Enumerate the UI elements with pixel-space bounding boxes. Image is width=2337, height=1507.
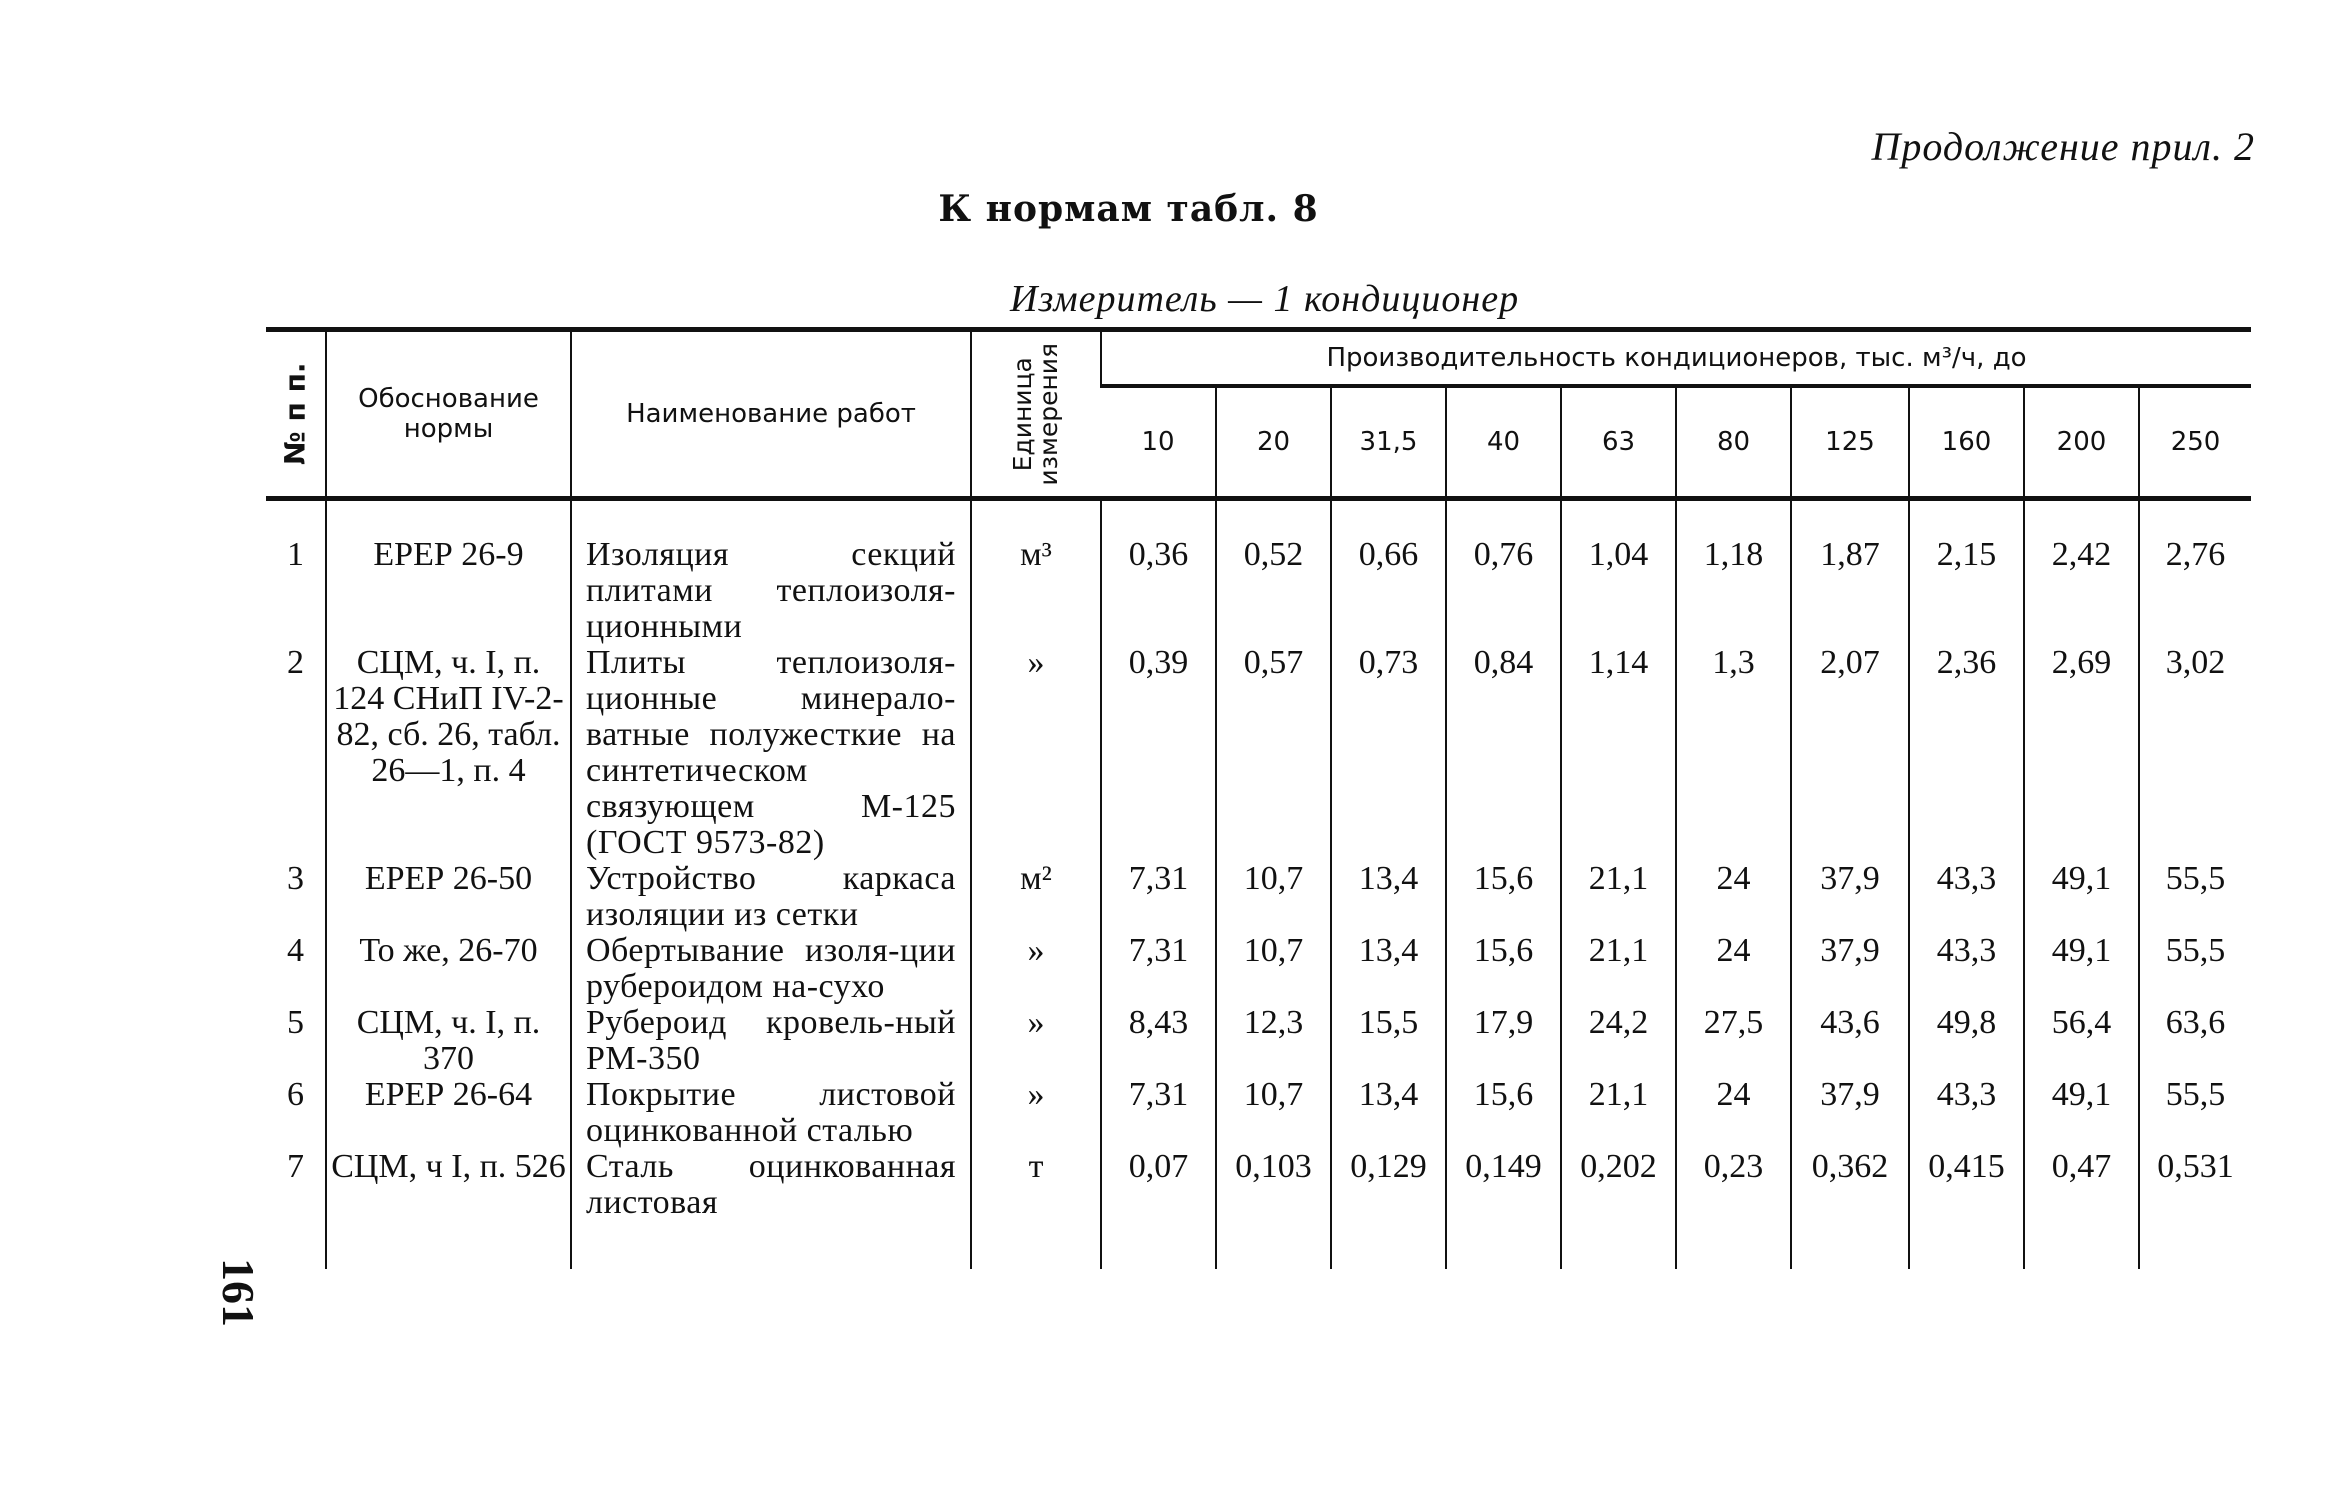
- row-value: 7,31: [1101, 933, 1216, 1005]
- row-value: 0,66: [1331, 499, 1446, 646]
- filler-cell: [2024, 1221, 2139, 1269]
- row-value: 24: [1676, 1077, 1791, 1149]
- row-value: 15,5: [1331, 1005, 1446, 1077]
- table-filler-row: [266, 1221, 2251, 1269]
- filler-cell: [1561, 1221, 1676, 1269]
- row-value: 0,07: [1101, 1149, 1216, 1221]
- row-unit: т: [971, 1149, 1101, 1221]
- row-value: 2,42: [2024, 499, 2139, 646]
- row-value: 8,43: [1101, 1005, 1216, 1077]
- row-value: 49,1: [2024, 1077, 2139, 1149]
- row-value: 63,6: [2139, 1005, 2251, 1077]
- row-basis: СЦМ, ч I, п. 526: [326, 1149, 571, 1221]
- row-value: 0,52: [1216, 499, 1331, 646]
- row-unit: »: [971, 1005, 1101, 1077]
- row-value: 0,103: [1216, 1149, 1331, 1221]
- filler-cell: [1446, 1221, 1561, 1269]
- row-value: 0,23: [1676, 1149, 1791, 1221]
- row-value: 15,6: [1446, 1077, 1561, 1149]
- row-value: 56,4: [2024, 1005, 2139, 1077]
- header-capacity-3: 40: [1446, 386, 1561, 499]
- filler-cell: [326, 1221, 571, 1269]
- row-unit: м³: [971, 499, 1101, 646]
- row-value: 10,7: [1216, 861, 1331, 933]
- row-value: 21,1: [1561, 861, 1676, 933]
- header-unit: [971, 330, 1101, 499]
- row-value: 27,5: [1676, 1005, 1791, 1077]
- header-capacity-7: 160: [1909, 386, 2024, 499]
- filler-cell: [1909, 1221, 2024, 1269]
- header-capacity-group: Производительность кондиционеров, тыс. м³/ч, до: [1101, 330, 2251, 387]
- row-value: 10,7: [1216, 1077, 1331, 1149]
- row-value: 1,3: [1676, 645, 1791, 861]
- filler-cell: [1791, 1221, 1909, 1269]
- row-value: 0,76: [1446, 499, 1561, 646]
- row-basis: ЕРЕР 26-9: [326, 499, 571, 646]
- row-value: 0,39: [1101, 645, 1216, 861]
- row-value: 13,4: [1331, 933, 1446, 1005]
- row-basis: ЕРЕР 26-64: [326, 1077, 571, 1149]
- filler-cell: [1101, 1221, 1216, 1269]
- filler-cell: [2139, 1221, 2251, 1269]
- row-value: 21,1: [1561, 1077, 1676, 1149]
- header-basis: Обоснование нормы: [326, 330, 571, 499]
- row-value: 55,5: [2139, 933, 2251, 1005]
- table-row: [266, 499, 2251, 646]
- header-capacity-6: 125: [1791, 386, 1909, 499]
- filler-cell: [971, 1221, 1101, 1269]
- filler-cell: [1331, 1221, 1446, 1269]
- header-num-label: № п п.: [278, 362, 312, 466]
- row-value: 13,4: [1331, 1077, 1446, 1149]
- row-work-name: Покрытие листовой оцинкованной сталью: [571, 1077, 971, 1149]
- row-value: 7,31: [1101, 861, 1216, 933]
- row-value: 3,02: [2139, 645, 2251, 861]
- row-unit: »: [971, 1077, 1101, 1149]
- row-value: 2,15: [1909, 499, 2024, 646]
- row-number: 1: [287, 536, 304, 573]
- row-work-name: Плиты теплоизоля-ционные минерало-ватные полужесткие на синтетическом связующем М-125 (ГОСТ 9573-82): [571, 645, 971, 861]
- row-number: 2: [287, 644, 304, 681]
- header-name: Наименование работ: [571, 330, 971, 499]
- header-capacity-9: 250: [2139, 386, 2251, 499]
- row-unit: »: [971, 645, 1101, 861]
- row-number: 3: [287, 860, 304, 897]
- row-value: 17,9: [1446, 1005, 1561, 1077]
- row-value: 1,04: [1561, 499, 1676, 646]
- table-row: [266, 645, 2251, 861]
- filler-cell: [266, 1221, 326, 1269]
- page-title-text: К нормам табл. 8: [938, 188, 1319, 230]
- table-row: [266, 1149, 2251, 1221]
- row-number: 5: [287, 1004, 304, 1041]
- row-value: 10,7: [1216, 933, 1331, 1005]
- row-work-name: Сталь оцинкованная листовая: [571, 1149, 971, 1221]
- row-value: 49,1: [2024, 861, 2139, 933]
- header-capacity-4: 63: [1561, 386, 1676, 499]
- row-value: 43,3: [1909, 933, 2024, 1005]
- row-value: 2,36: [1909, 645, 2024, 861]
- table-row: [266, 861, 2251, 933]
- row-unit: »: [971, 933, 1101, 1005]
- header-capacity-8: 200: [2024, 386, 2139, 499]
- row-value: 0,362: [1791, 1149, 1909, 1221]
- unit-line: Измеритель — 1 кондиционер: [1010, 278, 1520, 320]
- row-value: 21,1: [1561, 933, 1676, 1005]
- row-basis: СЦМ, ч. I, п. 124 СНиП IV-2-82, сб. 26, табл. 26—1, п. 4: [326, 645, 571, 861]
- row-value: 55,5: [2139, 861, 2251, 933]
- row-value: 1,18: [1676, 499, 1791, 646]
- filler-cell: [571, 1221, 971, 1269]
- row-number: 6: [287, 1076, 304, 1113]
- row-work-name: Изоляция секций плитами теплоизоля-ционными: [571, 499, 971, 646]
- norms-table: [266, 327, 2251, 1269]
- row-value: 0,84: [1446, 645, 1561, 861]
- header-capacity-0: 10: [1141, 427, 1175, 457]
- row-value: 7,31: [1101, 1077, 1216, 1149]
- page-title: [0, 188, 2337, 230]
- header-unit-label: Единица измерения: [1007, 342, 1063, 486]
- row-value: 0,36: [1101, 499, 1216, 646]
- table-row: [266, 933, 2251, 1005]
- row-work-name: Обертывание изоля-ции рубероидом на-сухо: [571, 933, 971, 1005]
- row-value: 2,07: [1791, 645, 1909, 861]
- row-work-name: Рубероид кровель-ный РМ-350: [571, 1005, 971, 1077]
- row-value: 12,3: [1216, 1005, 1331, 1077]
- filler-cell: [1216, 1221, 1331, 1269]
- row-value: 37,9: [1791, 1077, 1909, 1149]
- page-number: 161: [213, 1258, 264, 1327]
- row-value: 0,415: [1909, 1149, 2024, 1221]
- row-value: 43,3: [1909, 1077, 2024, 1149]
- row-value: 0,47: [2024, 1149, 2139, 1221]
- row-value: 15,6: [1446, 861, 1561, 933]
- row-number: 7: [287, 1148, 304, 1185]
- header-capacity-1: 20: [1216, 386, 1331, 499]
- row-value: 0,149: [1446, 1149, 1561, 1221]
- row-value: 24: [1676, 933, 1791, 1005]
- row-value: 43,3: [1909, 861, 2024, 933]
- row-value: 24,2: [1561, 1005, 1676, 1077]
- row-value: 1,14: [1561, 645, 1676, 861]
- row-value: 0,202: [1561, 1149, 1676, 1221]
- row-value: 0,73: [1331, 645, 1446, 861]
- header-capacity-2: 31,5: [1331, 386, 1446, 499]
- row-basis: СЦМ, ч. I, п. 370: [326, 1005, 571, 1077]
- row-value: 37,9: [1791, 933, 1909, 1005]
- row-value: 1,87: [1791, 499, 1909, 646]
- row-value: 24: [1676, 861, 1791, 933]
- row-number: 4: [287, 932, 304, 969]
- filler-cell: [1676, 1221, 1791, 1269]
- table-row: [266, 1077, 2251, 1149]
- header-capacity-5: 80: [1676, 386, 1791, 499]
- row-work-name: Устройство каркаса изоляции из сетки: [571, 861, 971, 933]
- row-basis: То же, 26-70: [326, 933, 571, 1005]
- row-unit: м²: [971, 861, 1101, 933]
- row-value: 37,9: [1791, 861, 1909, 933]
- row-value: 0,57: [1216, 645, 1331, 861]
- row-value: 0,129: [1331, 1149, 1446, 1221]
- row-value: 43,6: [1791, 1005, 1909, 1077]
- row-value: 49,8: [1909, 1005, 2024, 1077]
- row-value: 2,69: [2024, 645, 2139, 861]
- row-value: 2,76: [2139, 499, 2251, 646]
- header-num: [266, 330, 326, 499]
- row-value: 15,6: [1446, 933, 1561, 1005]
- table-row: [266, 1005, 2251, 1077]
- row-value: 13,4: [1331, 861, 1446, 933]
- continuation-label: Продолжение прил. 2: [1871, 124, 2255, 169]
- row-value: 0,531: [2139, 1149, 2251, 1221]
- row-value: 55,5: [2139, 1077, 2251, 1149]
- row-basis: ЕРЕР 26-50: [326, 861, 571, 933]
- row-value: 49,1: [2024, 933, 2139, 1005]
